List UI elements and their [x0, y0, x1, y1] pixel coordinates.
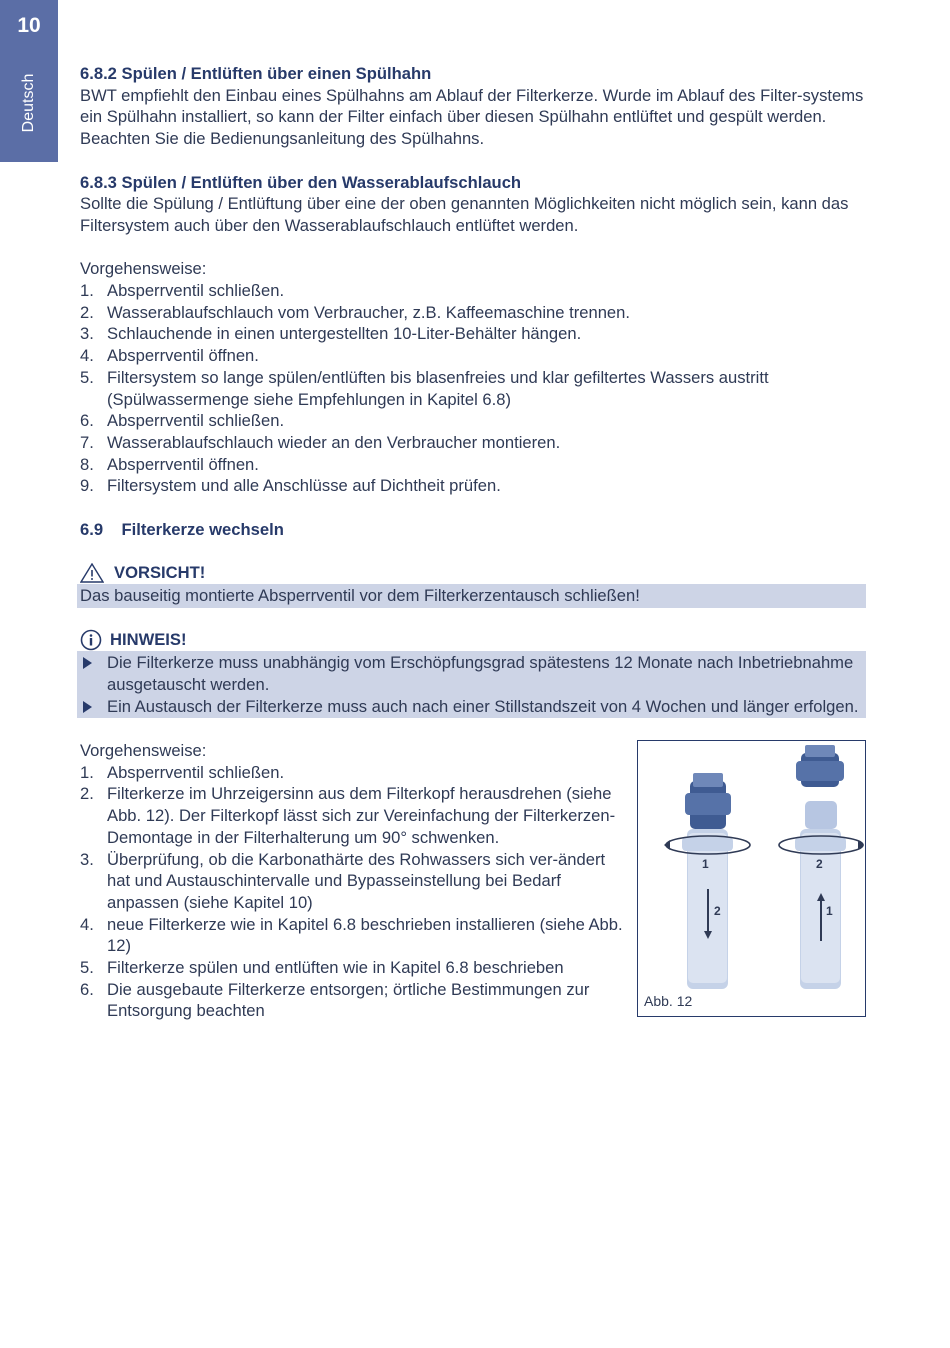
list-item: 4. neue Filterkerze wie in Kapitel 6.8 beschrieben installieren (siehe Abb. 12)	[80, 914, 623, 956]
warning-icon	[80, 563, 104, 583]
list-item: 4. Absperrventil öffnen.	[80, 346, 259, 366]
figure-label: 1	[702, 857, 709, 871]
section-body: BWT empfiehlt den Einbau eines Spülhahns am Ablauf der Filterkerze. Wurde im Ablauf des Filter-systems ein Spülhahn installiert, so kann der Filter einfach über diesen Spülhahn entlüftet und gespült werden. Beachten Sie die Bedienungsanleitung des Spülhahns.	[80, 85, 864, 149]
list-item: 5. Filterkerze spülen und entlüften wie in Kapitel 6.8 beschrieben	[80, 958, 564, 978]
list-item: Die Filterkerze muss unabhängig vom Erschöpfungsgrad spätestens 12 Monate nach Inbetriebnahme ausgetauscht werden.	[80, 652, 866, 695]
figure-caption: Abb. 12	[644, 993, 693, 1010]
caution-label: VORSICHT!	[114, 563, 206, 583]
procedure-label: Vorgehensweise:	[80, 259, 207, 279]
procedure-steps	[80, 280, 880, 497]
left-cartridge	[664, 773, 750, 989]
caution-title	[80, 562, 880, 584]
page-content	[80, 63, 880, 1022]
list-item: 3. Schlauchende in einen untergestellten 10-Liter-Behälter hängen.	[80, 324, 582, 344]
section-6-8-3	[80, 172, 880, 498]
triangle-bullet-icon	[83, 657, 92, 669]
figure-label: 2	[816, 857, 823, 871]
note-label: HINWEIS!	[110, 630, 187, 650]
replacement-procedure	[80, 740, 880, 1022]
figure-label: 2	[714, 904, 721, 918]
list-item: 5. Filtersystem so lange spülen/entlüften bis blasenfreies und klar gefiltertes Wassers austritt (Spülwassermenge siehe Empfehlungen in Kapitel 6.8)	[80, 367, 769, 409]
caution-text: Das bauseitig montierte Absperrventil vor dem Filterkerzentausch schließen!	[80, 585, 640, 605]
list-item: 9. Filtersystem und alle Anschlüsse auf Dichtheit prüfen.	[80, 476, 501, 496]
section-6-8-2	[80, 63, 880, 150]
section-body: Sollte die Spülung / Entlüftung über eine der oben genannten Möglichkeiten nicht möglich sein, kann das Filtersystem auch über den Wasserablaufschlauch entlüftet werden.	[80, 194, 849, 235]
list-item: 6. Die ausgebaute Filterkerze entsorgen; örtliche Bestimmungen zur Entsorgung beachten	[80, 979, 590, 1021]
filter-cartridge-illustration	[638, 741, 865, 996]
list-item: 6. Absperrventil schließen.	[80, 411, 285, 431]
section-heading: 6.8.2 Spülen / Entlüften über einen Spülhahn	[80, 64, 432, 83]
figure-abb-12	[637, 740, 866, 1017]
note-list	[80, 652, 866, 717]
list-item: 1. Absperrventil schließen.	[80, 762, 285, 782]
list-item: 2. Filterkerze im Uhrzeigersinn aus dem Filterkopf herausdrehen (siehe Abb. 12). Der Filterkopf lässt sich zur Vereinfachung der Filterkerzen-Demontage in der Filterhalterung um 90° schwenken.	[80, 784, 616, 847]
language-label: Deutsch	[20, 73, 37, 133]
section-heading: 6.9 Filterkerze wechseln	[80, 519, 284, 539]
procedure-label: Vorgehensweise:	[80, 741, 207, 760]
list-item: Ein Austausch der Filterkerze muss auch nach einer Stillstandszeit von 4 Wochen und länger erfolgen.	[80, 696, 866, 718]
note-title	[80, 629, 880, 651]
list-item: 8. Absperrventil öffnen.	[80, 454, 259, 474]
note-box	[77, 651, 866, 718]
info-icon	[80, 629, 102, 651]
list-item: 7. Wasserablaufschlauch wieder an den Verbraucher montieren.	[80, 432, 561, 452]
procedure-steps	[80, 762, 625, 1022]
list-item: 3. Überprüfung, ob die Karbonathärte des Rohwassers sich ver-ändert hat und Austauschintervalle und Bypasseinstellung bei Bedarf anpassen (siehe Kapitel 10)	[80, 849, 606, 912]
list-item: 2. Wasserablaufschlauch vom Verbraucher, z.B. Kaffeemaschine trennen.	[80, 302, 630, 322]
figure-label: 1	[826, 904, 833, 918]
right-cartridge	[779, 745, 864, 989]
list-item: 1. Absperrventil schließen.	[80, 281, 285, 300]
caution-box	[77, 584, 866, 608]
section-6-9	[80, 519, 880, 1022]
triangle-bullet-icon	[83, 701, 92, 713]
language-tab	[0, 0, 58, 162]
section-heading: 6.8.3 Spülen / Entlüften über den Wasserablaufschlauch	[80, 172, 522, 192]
page-number: 10	[17, 14, 41, 37]
